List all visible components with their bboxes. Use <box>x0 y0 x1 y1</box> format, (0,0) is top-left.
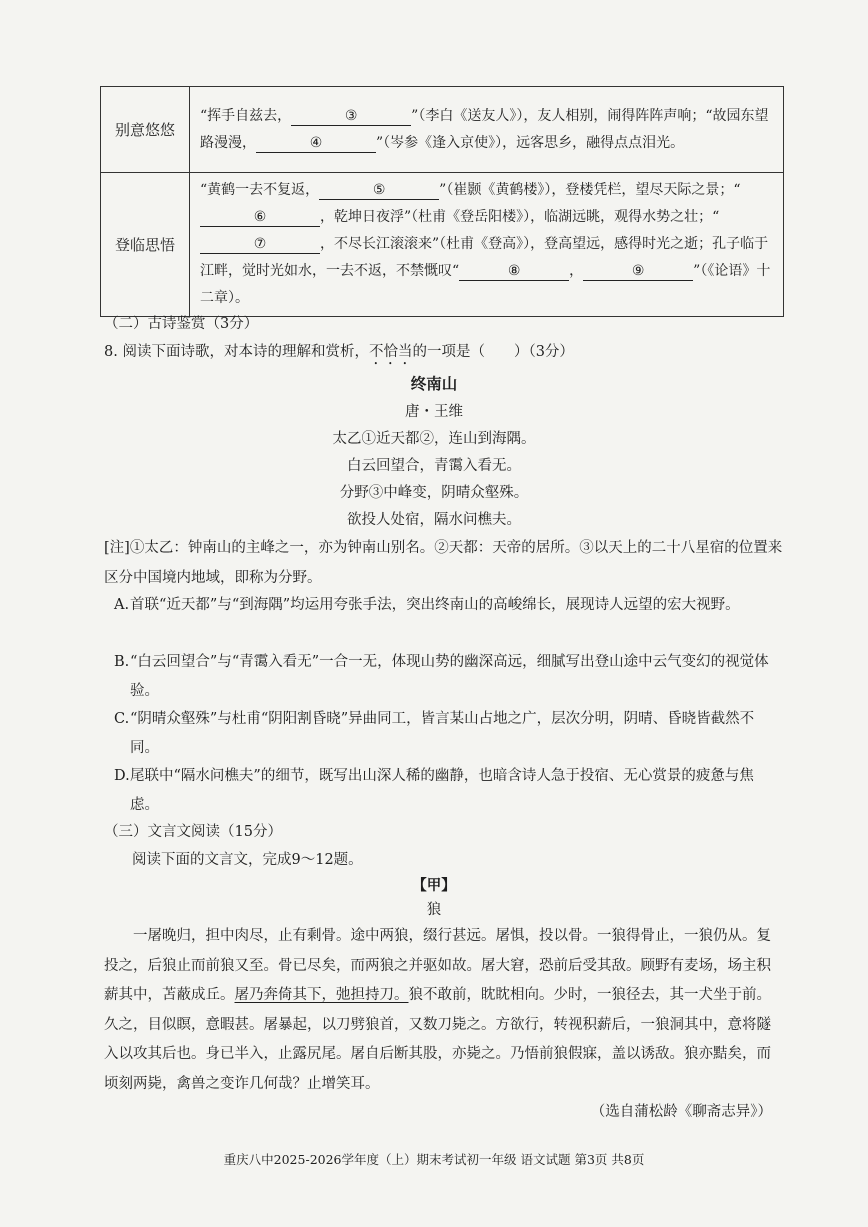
passage-text: 狼不敢前，眈眈相向。少时，一狼径去，其一犬坐于前。久之，目似瞑，意暇甚。屠暴起，以刀劈狼首，又数刀毙之。方欲行，转视积薪后，一狼洞其中，意将隧入以攻其后也。身已半入，止露尻尾。屠自后断其股，亦毙之。乃悟前狼假寐，盖以诱敌。狼亦黠矣，而顷刻两毙，禽兽之变诈几何哉？止增笑耳。 <box>104 987 771 1092</box>
passage-text: 一屠晚归，担中肉尽，止有剩骨。途中两狼，缀行甚远。屠惧，投以骨。一狼得骨止，一狼仍从。复投之，后狼止而前狼又至。骨已尽矣，而两狼之并驱如故。屠大窘，恐前后受其敌。顾野有麦场，场主积薪其中，苫蔽成丘。 <box>104 928 771 1003</box>
table-row <box>101 173 784 317</box>
page-footer: 重庆八中2025-2026学年度（上）期末考试初一年级 语文试题 第3页 共8页 <box>223 1152 645 1167</box>
row-content <box>190 173 784 317</box>
poem-note: [注]①太乙：钟南山的主峰之一，亦为钟南山别名。②天都：天帝的居所。③以天上的二十八星宿的位置来区分中国境内地域，即称为分野。 <box>104 540 783 586</box>
row-text: ”（李白《送友人》），友人相别，闹得阵阵声响；“故园东望路漫漫， <box>200 107 769 151</box>
answer-blank: ⑦ <box>200 235 320 254</box>
section-instruction: 阅读下面的文言文，完成9～12题。 <box>132 852 363 868</box>
answer-blank: ③ <box>291 107 411 126</box>
poem-line: 白云回望合，青霭入看无。 <box>347 458 521 474</box>
answer-blank: ⑨ <box>583 262 693 281</box>
category-cell: 登临思悟 <box>101 173 190 317</box>
row-text: ，乾坤日夜浮”（杜甫《登岳阳楼》），临湖远眺，观得水势之壮；“ <box>320 209 720 225</box>
passage-label: 【甲】 <box>412 878 456 894</box>
poem-line: 欲投人处宿，隔水问樵夫。 <box>347 512 521 528</box>
poem-title: 终南山 <box>410 375 458 393</box>
option-b[interactable] <box>114 648 784 705</box>
question-8-stem <box>104 340 574 368</box>
passage-underlined-sentence: 屠乃奔倚其下，弛担持刀。 <box>234 987 409 1003</box>
row-text: “挥手自兹去， <box>200 107 292 124</box>
option-label: A. <box>114 597 130 613</box>
q8-stem-after: 的一项是（ ）（3分） <box>412 344 574 360</box>
option-label: C. <box>114 711 130 727</box>
option-text: 首联“近天都”与“到海隅”均运用夸张手法，突出终南山的高峻绵长，展现诗人远望的宏大视野。 <box>130 597 740 613</box>
option-d[interactable] <box>114 762 784 819</box>
q8-stem-emphasis: 不恰当 <box>368 344 413 360</box>
answer-blank: ④ <box>256 134 376 153</box>
section-title-poetry: （二）古诗鉴赏（3分） <box>104 316 259 332</box>
option-label: D. <box>114 768 130 784</box>
row-text: ， <box>569 263 584 279</box>
row-text: ，不尽长江滚滚来”（杜甫《登高》），登高望远，感得时光之逝；孔子临于江畔，觉时光如水，一去不返，不禁慨叹“ <box>200 236 769 279</box>
category-cell: 别意悠悠 <box>101 87 190 173</box>
option-text: “阴晴众壑殊”与杜甫“阴阳割昏晓”异曲同工，皆言某山占地之广，层次分明，阴晴、昏晓皆截然不同。 <box>130 711 755 756</box>
passage-title: 狼 <box>426 902 442 918</box>
poem-line: 分野③中峰变，阴晴众壑殊。 <box>339 485 529 501</box>
row-text: ”（《论语》十二章）。 <box>200 263 771 306</box>
answer-blank: ⑥ <box>200 208 320 227</box>
option-c[interactable] <box>114 705 784 762</box>
answer-blank: ⑤ <box>319 181 439 200</box>
poem-author: 唐・王维 <box>405 404 463 420</box>
passage-body <box>104 922 784 1099</box>
option-text: 尾联中“隔水问樵夫”的细节，既写出山深人稀的幽静，也暗含诗人急于投宿、无心赏景的疲惫与焦虑。 <box>130 768 754 813</box>
row-text: ”（岑参《逢入京使》），远客思乡，融得点点泪光。 <box>376 134 685 151</box>
answer-blank: ⑧ <box>459 262 569 281</box>
option-text: “白云回望合”与“青霭入看无”一合一无，体现山势的幽深高远，细腻写出登山途中云气变幻的视觉体验。 <box>130 654 769 699</box>
row-text: ”（崔颢《黄鹤楼》），登楼凭栏，望尽天际之景；“ <box>439 182 741 198</box>
poem-fill-table <box>100 86 784 317</box>
q8-stem-before: 8. 阅读下面诗歌，对本诗的理解和赏析， <box>104 344 369 360</box>
option-label: B. <box>114 654 130 670</box>
row-content <box>190 87 784 173</box>
row-text: “黄鹤一去不复返， <box>200 182 320 198</box>
section-title-classical: （三）文言文阅读（15分） <box>104 824 282 840</box>
option-a[interactable] <box>114 591 784 620</box>
table-row <box>101 87 784 173</box>
passage-source: （选自蒲松龄《聊斋志异》） <box>590 1104 772 1120</box>
poem-line: 太乙①近天都②，连山到海隅。 <box>332 431 536 447</box>
